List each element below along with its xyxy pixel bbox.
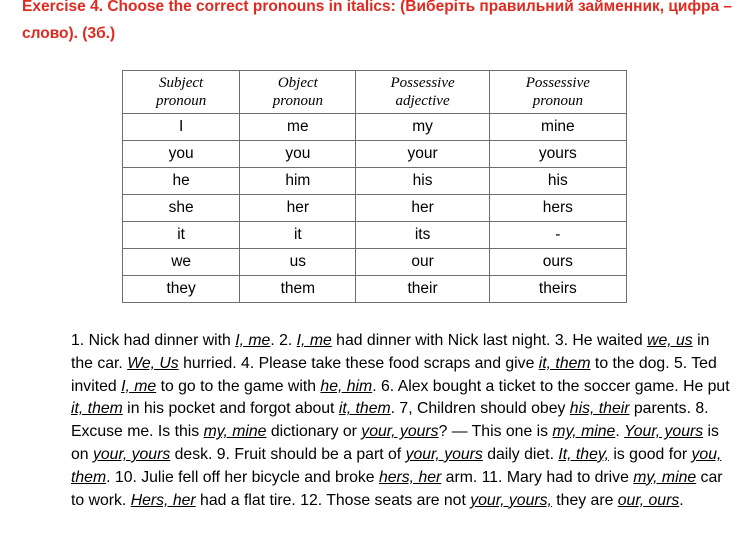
table-header-row	[123, 71, 627, 114]
pronoun-choice: my, mine	[552, 423, 616, 441]
column-header-line: pronoun	[272, 93, 323, 109]
table-cell: theirs	[489, 276, 626, 303]
table-cell: her	[240, 195, 356, 222]
pronoun-choice: it, them	[538, 354, 591, 372]
column-header	[123, 71, 240, 114]
pronoun-choice: my, mine	[633, 468, 697, 486]
exercise-text-segment: desk. 9. Fruit should be a part of	[170, 445, 406, 463]
pronoun-choice: I, me	[235, 332, 271, 349]
table-cell: him	[240, 168, 356, 195]
table-row	[123, 114, 627, 141]
exercise-text-segment: is good for	[608, 445, 692, 463]
table-cell: she	[123, 195, 240, 222]
table-cell: mine	[489, 114, 626, 141]
exercise-heading: Exercise 4. Choose the correct pronouns in italics: (Виберіть правильний займенник, цифра – слово). (3б.)	[22, 0, 733, 42]
pronoun-choice: hers, her	[378, 468, 442, 486]
pronoun-table	[122, 70, 627, 303]
table-body	[123, 114, 627, 303]
pronoun-choice: his, their	[569, 400, 630, 418]
exercise-text-segment: to the dog. 5. Ted invited	[71, 354, 717, 395]
exercise-text-segment: arm. 11. Mary had to drive	[441, 468, 634, 486]
table-row	[123, 141, 627, 168]
pronoun-choice: it, them	[71, 400, 123, 418]
exercise-text-segment: . 10. Julie fell off her bicycle and broke	[106, 468, 379, 486]
exercise-text-segment: car to work.	[71, 468, 723, 509]
pronoun-choice: It, they,	[558, 445, 609, 463]
column-header	[489, 71, 626, 114]
table-cell: us	[240, 249, 356, 276]
table-row	[123, 249, 627, 276]
column-header-line: Possessive	[390, 75, 455, 91]
exercise-text-segment: they are	[551, 491, 618, 509]
exercise-text-segment: hurried. 4. Please take these food scraps and give	[178, 354, 539, 372]
table-cell: I	[123, 114, 240, 141]
pronoun-choice: my, mine	[203, 423, 267, 441]
pronoun-choice: Hers, her	[130, 491, 196, 509]
column-header	[356, 71, 489, 114]
table-cell: you	[123, 141, 240, 168]
table-row	[123, 222, 627, 249]
table-cell: you	[240, 141, 356, 168]
pronoun-choice: he, him	[320, 377, 373, 395]
table-cell: we	[123, 249, 240, 276]
table-cell: her	[356, 195, 489, 222]
exercise-text-segment: . 7, Children should obey	[390, 400, 570, 418]
table-row	[123, 195, 627, 222]
table-row	[123, 168, 627, 195]
column-header-line: adjective	[395, 93, 450, 109]
column-header	[240, 71, 356, 114]
exercise-text-segment: had dinner with Nick last night. 3. He waited	[331, 332, 648, 349]
pronoun-choice: your, yours	[92, 445, 171, 463]
pronoun-choice: your, yours	[361, 423, 439, 441]
exercise-text-segment: had a flat tire. 12. Those seats are not	[195, 491, 471, 509]
table-cell: hers	[489, 195, 626, 222]
table-cell: my	[356, 114, 489, 141]
exercise-text-segment: . 6. Alex bought a ticket to the soccer game. He put	[372, 377, 730, 395]
pronoun-choice: I, me	[296, 332, 332, 349]
exercise-text-segment: in the car.	[71, 332, 710, 372]
table-cell: his	[489, 168, 626, 195]
exercise-text-segment: dictionary or	[266, 423, 362, 441]
column-header-line: pronoun	[155, 93, 207, 109]
column-header-line: Subject	[159, 75, 204, 91]
exercise-text-segment: ? — This one is	[438, 423, 553, 441]
table-cell: your	[356, 141, 489, 168]
pronoun-choice: you, them	[71, 445, 722, 486]
table-cell: ours	[489, 249, 626, 276]
table-cell: its	[356, 222, 489, 249]
table-cell: them	[240, 276, 356, 303]
table-cell: yours	[489, 141, 626, 168]
table-cell: their	[356, 276, 489, 303]
table-cell: -	[489, 222, 626, 249]
exercise-text-segment: in his pocket and forgot about	[122, 400, 339, 418]
table-cell: it	[240, 222, 356, 249]
column-header-line: Possessive	[525, 75, 590, 91]
pronoun-choice: your, yours,	[470, 491, 552, 509]
table-row	[123, 276, 627, 303]
column-header-line: pronoun	[532, 93, 583, 109]
table-cell: it	[123, 222, 240, 249]
exercise-text-segment: .	[679, 491, 684, 509]
exercise-text-segment: to go to the game with	[156, 377, 321, 395]
pronoun-choice: We, Us	[127, 354, 179, 372]
table-cell: me	[240, 114, 356, 141]
pronoun-choice: it, them	[338, 400, 391, 418]
table-cell: he	[123, 168, 240, 195]
exercise-text-segment: 1. Nick had dinner with	[71, 332, 236, 349]
table-cell: they	[123, 276, 240, 303]
exercise-text-segment: is on	[71, 423, 719, 463]
exercise-text-segment: .	[615, 423, 625, 441]
column-header-line: Object	[277, 75, 318, 91]
exercise-text-segment: daily diet.	[482, 445, 559, 463]
exercise-text-segment: parents. 8. Excuse me. Is this	[71, 400, 709, 441]
exercise-text-segment: . 2.	[270, 332, 297, 349]
pronoun-choice: your, yours	[405, 445, 483, 463]
exercise-text	[71, 330, 733, 512]
pronoun-choice: Your, yours	[624, 423, 704, 441]
table-cell: our	[356, 249, 489, 276]
table-cell: his	[356, 168, 489, 195]
pronoun-choice: I, me	[121, 377, 157, 395]
pronoun-choice: our, ours	[617, 491, 680, 509]
pronoun-choice: we, us	[647, 332, 693, 349]
